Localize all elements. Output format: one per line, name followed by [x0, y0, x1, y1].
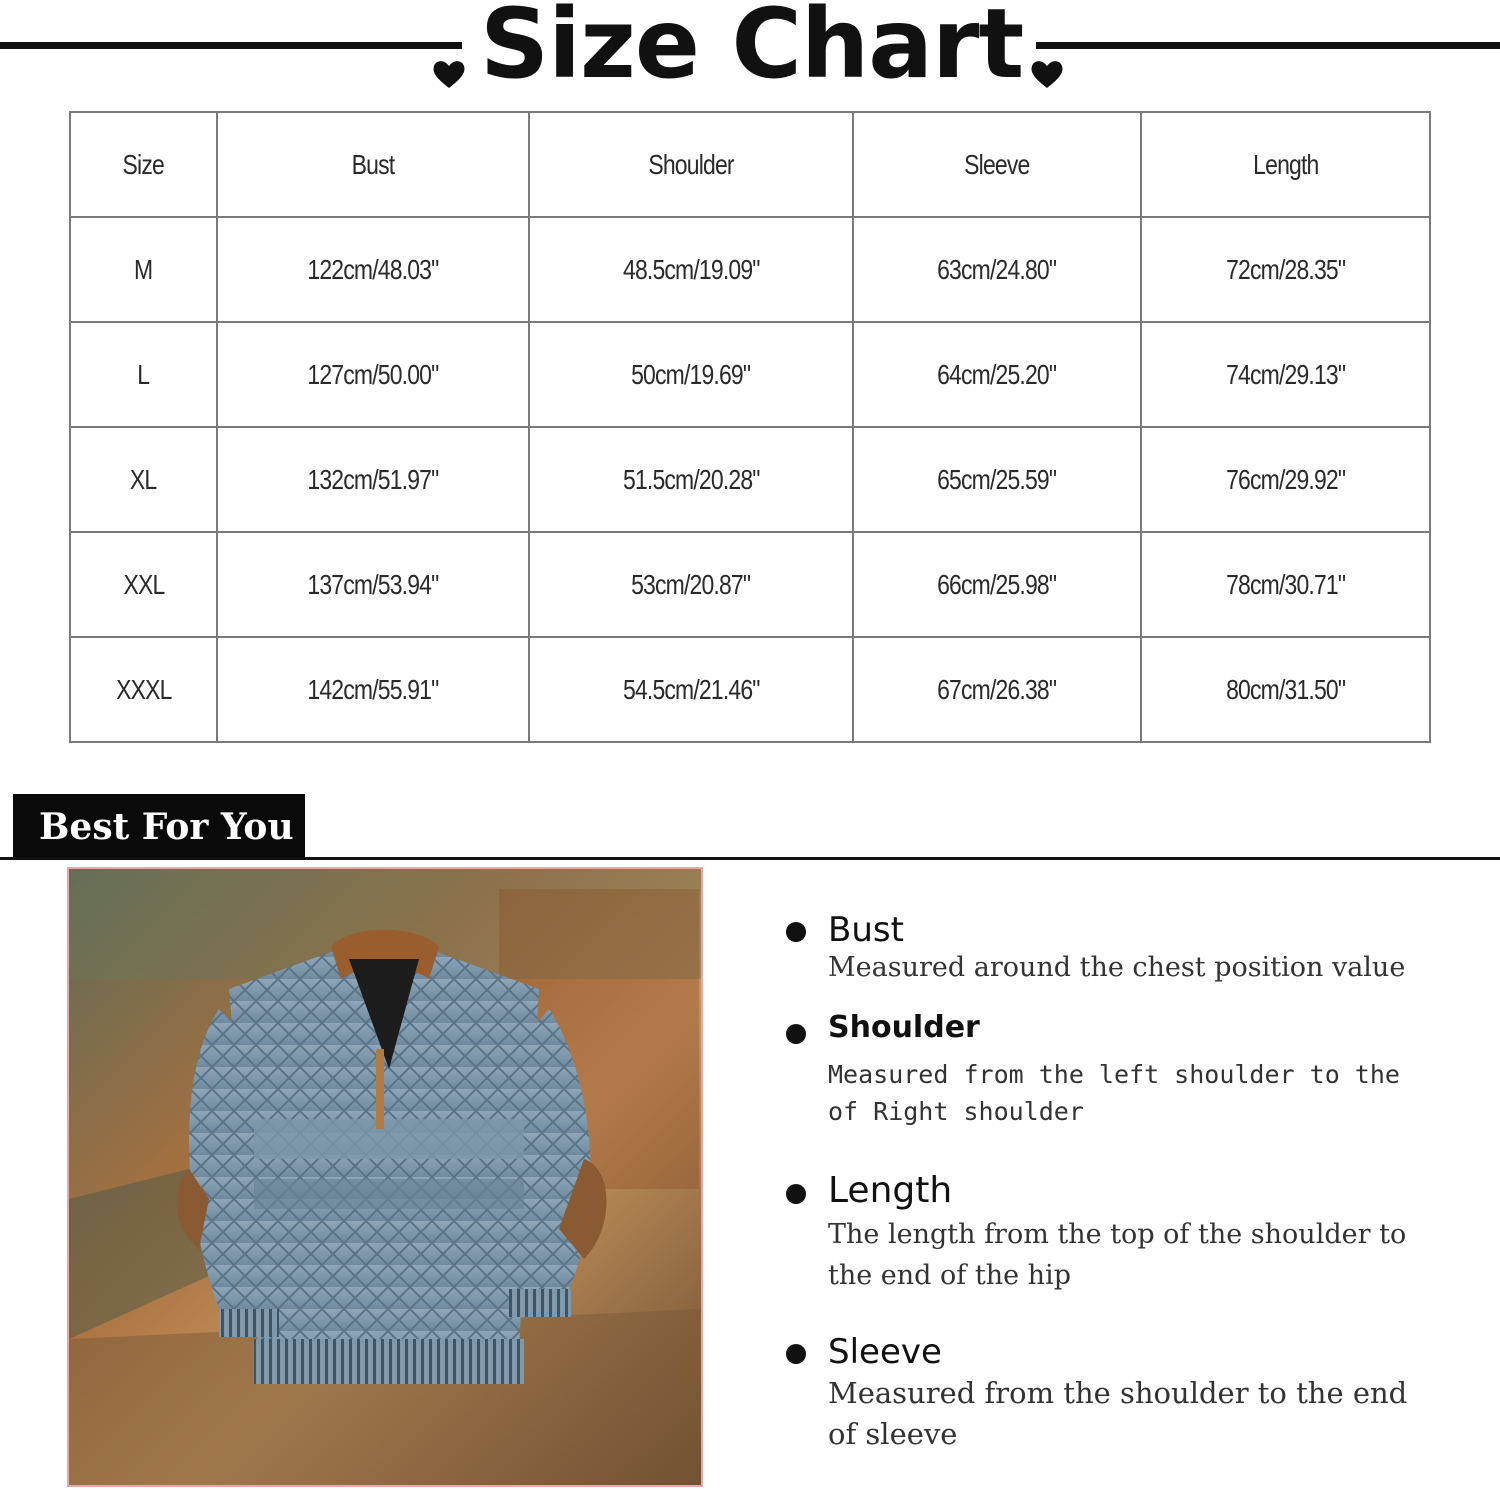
- table-row: [70, 322, 1430, 427]
- length-cell: 76cm/29.92": [1141, 427, 1430, 532]
- note-title: Length: [828, 1170, 953, 1211]
- table-row: [70, 637, 1430, 742]
- note-title: Bust: [828, 910, 904, 950]
- length-cell: 74cm/29.13": [1141, 322, 1430, 427]
- bust-cell: 137cm/53.94": [217, 532, 529, 637]
- length-cell: 78cm/30.71": [1141, 532, 1430, 637]
- bullet-icon: [786, 922, 806, 942]
- length-cell: 80cm/31.50": [1141, 637, 1430, 742]
- section-divider: [0, 857, 1500, 860]
- note-description: Measured from the left shoulder to the: [828, 1060, 1400, 1089]
- bullet-icon: [786, 1184, 806, 1204]
- size-cell: L: [70, 322, 217, 427]
- size-cell: XXL: [70, 532, 217, 637]
- bust-cell: 127cm/50.00": [217, 322, 529, 427]
- sleeve-cell: 64cm/25.20": [853, 322, 1141, 427]
- note-title: Shoulder: [828, 1010, 980, 1045]
- title-rule-left: [0, 42, 462, 49]
- note-description: Measured around the chest position value: [828, 952, 1406, 983]
- note-title: Sleeve: [828, 1332, 942, 1372]
- note-description: of Right shoulder: [828, 1097, 1084, 1126]
- shoulder-cell: 50cm/19.69": [529, 322, 853, 427]
- best-for-you-label: Best For You: [13, 794, 305, 860]
- title-rule-right: [1036, 42, 1500, 49]
- table-row: [70, 532, 1430, 637]
- column-header: Size: [70, 112, 217, 217]
- heart-icon: [1030, 58, 1064, 90]
- size-cell: M: [70, 217, 217, 322]
- sweater-illustration: [69, 869, 701, 1485]
- bullet-icon: [786, 1344, 806, 1364]
- note-description: The length from the top of the shoulder to: [828, 1219, 1407, 1250]
- table-header-row: [70, 112, 1430, 217]
- sleeve-cell: 65cm/25.59": [853, 427, 1141, 532]
- note-description: of sleeve: [828, 1417, 958, 1451]
- page-title: Size Chart: [480, 0, 1024, 100]
- bust-cell: 142cm/55.91": [217, 637, 529, 742]
- bullet-icon: [786, 1024, 806, 1044]
- column-header: Bust: [217, 112, 529, 217]
- shoulder-cell: 48.5cm/19.09": [529, 217, 853, 322]
- length-cell: 72cm/28.35": [1141, 217, 1430, 322]
- size-cell: XL: [70, 427, 217, 532]
- column-header: Length: [1141, 112, 1430, 217]
- sleeve-cell: 67cm/26.38": [853, 637, 1141, 742]
- column-header: Sleeve: [853, 112, 1141, 217]
- note-description: Measured from the shoulder to the end: [828, 1376, 1408, 1410]
- heart-icon: [432, 58, 466, 90]
- shoulder-cell: 53cm/20.87": [529, 532, 853, 637]
- table-row: [70, 217, 1430, 322]
- size-table: [69, 111, 1431, 743]
- table-row: [70, 427, 1430, 532]
- shoulder-cell: 51.5cm/20.28": [529, 427, 853, 532]
- bust-cell: 122cm/48.03": [217, 217, 529, 322]
- column-header: Shoulder: [529, 112, 853, 217]
- sleeve-cell: 66cm/25.98": [853, 532, 1141, 637]
- shoulder-cell: 54.5cm/21.46": [529, 637, 853, 742]
- note-description: the end of the hip: [828, 1260, 1071, 1291]
- size-cell: XXXL: [70, 637, 217, 742]
- bust-cell: 132cm/51.97": [217, 427, 529, 532]
- product-image: [67, 867, 703, 1487]
- sleeve-cell: 63cm/24.80": [853, 217, 1141, 322]
